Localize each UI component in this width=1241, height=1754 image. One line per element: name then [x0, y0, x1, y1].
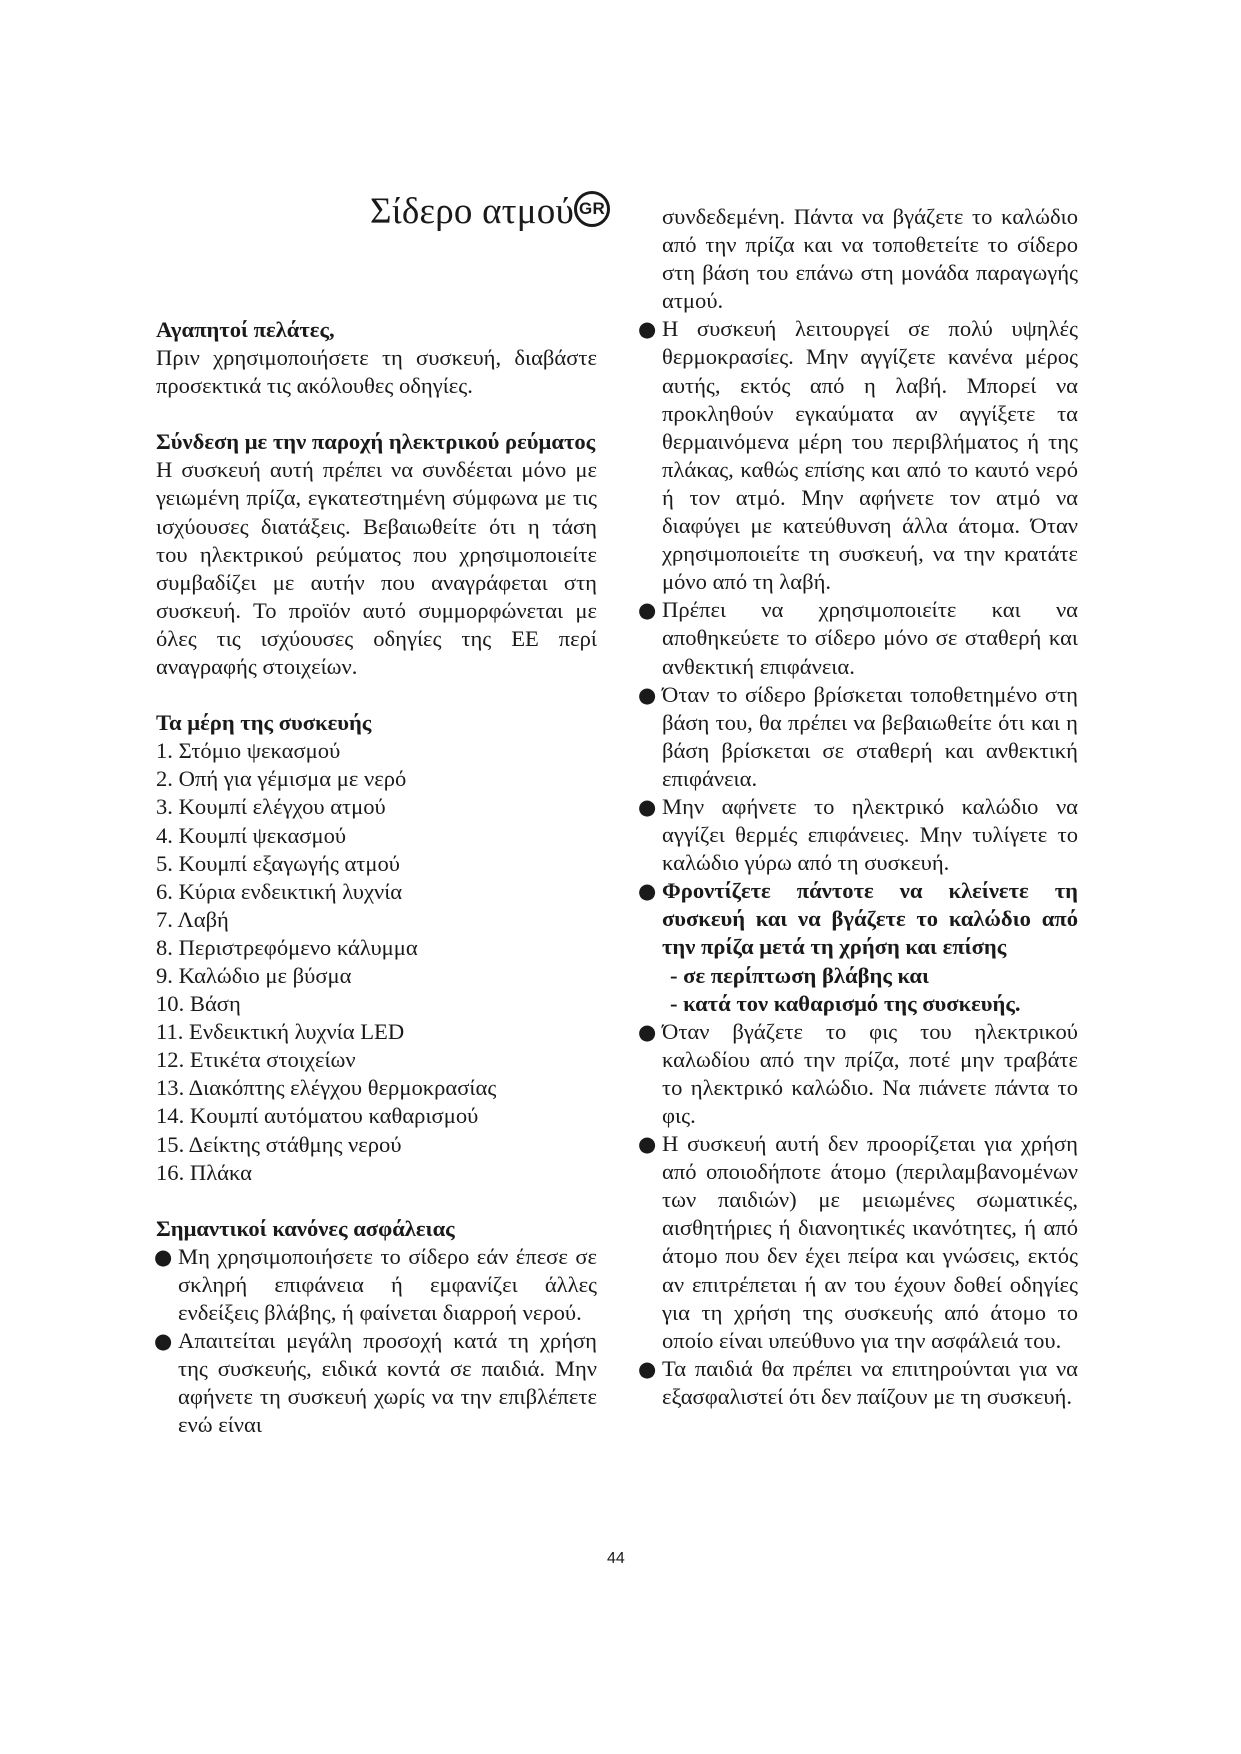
part-item: 10. Βάση: [156, 991, 241, 1017]
safety-rule: ● Η συσκευή λειτουργεί σε πολύ υψηλές θερμοκρασίες. Μην αγγίζετε κανένα μέρος αυτής, εκτός από η λαβή. Μπορεί να προκληθούν εγκαύματα αν αγγίξετε τα θερμαινόμενα μέρη του περιβλήματος ή της πλάκας, καθώς επίσης και από το καυτό νερό ή τον ατμό. Μην αφήνετε τον ατμό να διαφύγει με κατεύθυνση άλλα άτομα. Όταν χρησιμοποιείτε τη συσκευή, να την κρατάτε μόνο από τη λαβή.: [640, 315, 1078, 596]
safety-subrule: - κατά τον καθαρισμό της συσκευής.: [670, 990, 1021, 1016]
part-item: 16. Πλάκα: [156, 1159, 253, 1185]
part-item: 11. Ενδεικτική λυχνία LED: [156, 1019, 405, 1045]
part-item: 1. Στόμιο ψεκασμού: [156, 738, 341, 764]
safety-rule: ● Η συσκευή αυτή δεν προορίζεται για χρήση από οποιοδήποτε άτομο (περιλαμβανομένων των παιδιών) με μειωμένες σωματικές, αισθητήριες ή διανοητικές ικανότητες, ή από άτομο που δεν έχει πείρα και γνώσεις, εκτός αν επιτρέπεται ή αν του έχουν δοθεί οδηγίες για τη χρήση της συσκευής από άτομο το οποίο είναι υπεύθυνο για την ασφάλειά του.: [640, 1130, 1078, 1355]
part-item: 3. Κουμπί ελέγχου ατμού: [156, 794, 386, 820]
page-title: [370, 193, 610, 230]
part-item: 8. Περιστρεφόμενο κάλυμμα: [156, 934, 418, 960]
part-item: 12. Ετικέτα στοιχείων: [156, 1047, 356, 1073]
safety-subrule: - σε περίπτωση βλάβης και: [670, 962, 930, 988]
title-text: Σίδερο ατμού: [370, 191, 574, 232]
part-item: 13. Διακόπτης ελέγχου θερμοκρασίας: [156, 1075, 497, 1101]
left-column: [156, 316, 597, 1439]
safety-rule-continued: συνδεδεμένη. Πάντα να βγάζετε το καλώδιο από την πρίζα και να τοποθετείτε το σίδερο στη βάση του επάνω στη μονάδα παραγωγής ατμού.: [662, 204, 1078, 314]
page-number: 44: [607, 1550, 625, 1567]
safety-rule: ● Μη χρησιμοποιήσετε το σίδερο εάν έπεσε σε σκληρή επιφάνεια ή εμφανίζει άλλες ενδείξεις βλάβης, ή φαίνεται διαρροή νερού.: [156, 1243, 597, 1327]
safety-rule: ● Πρέπει να χρησιμοποιείτε και να αποθηκεύετε το σίδερο μόνο σε σταθερή και ανθεκτική επιφάνεια.: [640, 596, 1078, 680]
connection-text: Η συσκευή αυτή πρέπει να συνδέεται μόνο με γειωμένη πρίζα, εγκατεστημένη σύμφωνα με τις ισχύουσες διατάξεις. Βεβαιωθείτε ότι η τάση του ηλεκτρικού ρεύματος που χρησιμοποιείτε συμβαδίζει με αυτήν που αναγράφεται στη συσκευή. Το προϊόν αυτό συμμορφώνεται με όλες τις ισχύουσες οδηγίες της ΕΕ περί αναγραφής στοιχείων.: [156, 457, 597, 680]
right-column: [640, 203, 1078, 1411]
part-item: 14. Κουμπί αυτόματου καθαρισμού: [156, 1103, 479, 1129]
safety-rule: ● Τα παιδιά θα πρέπει να επιτηρούνται για να εξασφαλιστεί ότι δεν παίζουν με τη συσκευή.: [640, 1355, 1078, 1411]
connection-heading: Σύνδεση με την παροχή ηλεκτρικού ρεύματος: [156, 429, 596, 455]
greeting-heading: Αγαπητοί πελάτες,: [156, 317, 335, 342]
country-badge: GR: [574, 191, 610, 227]
part-item: 5. Κουμπί εξαγωγής ατμού: [156, 850, 400, 876]
part-item: 2. Οπή για γέμισμα με νερό: [156, 766, 407, 792]
part-item: 4. Κουμπί ψεκασμού: [156, 822, 347, 848]
safety-rule: ● Όταν το σίδερο βρίσκεται τοποθετημένο στη βάση του, θα πρέπει να βεβαιωθείτε ότι και η βάση βρίσκεται σε σταθερή και ανθεκτική επιφάνεια.: [640, 681, 1078, 793]
safety-heading: Σημαντικοί κανόνες ασφάλειας: [156, 1215, 455, 1241]
safety-rule: ● Απαιτείται μεγάλη προσοχή κατά τη χρήση της συσκευής, ειδικά κοντά σε παιδιά. Μην αφήνετε τη συσκευή χωρίς να την επιβλέπετε ενώ είναι: [156, 1327, 597, 1439]
parts-heading: Τα μέρη της συσκευής: [156, 710, 372, 736]
safety-rule: ● Μην αφήνετε το ηλεκτρικό καλώδιο να αγγίζει θερμές επιφάνειες. Μην τυλίγετε το καλώδιο γύρω από τη συσκευή.: [640, 793, 1078, 877]
part-item: 15. Δείκτης στάθμης νερού: [156, 1131, 402, 1157]
safety-rule-important: ● Φροντίζετε πάντοτε να κλείνετε τη συσκευή και να βγάζετε το καλώδιο από την πρίζα μετά τη χρήση και επίσης: [640, 877, 1078, 961]
part-item: 6. Κύρια ενδεικτική λυχνία: [156, 878, 403, 904]
part-item: 7. Λαβή: [156, 906, 229, 932]
greeting-text: Πριν χρησιμοποιήσετε τη συσκευή, διαβάστε προσεκτικά τις ακόλουθες οδηγίες.: [156, 345, 597, 399]
safety-rule: ● Όταν βγάζετε το φις του ηλεκτρικού καλωδίου από την πρίζα, ποτέ μην τραβάτε το ηλεκτρικό καλώδιο. Να πιάνετε πάντα το φις.: [640, 1018, 1078, 1130]
part-item: 9. Καλώδιο με βύσμα: [156, 962, 352, 988]
